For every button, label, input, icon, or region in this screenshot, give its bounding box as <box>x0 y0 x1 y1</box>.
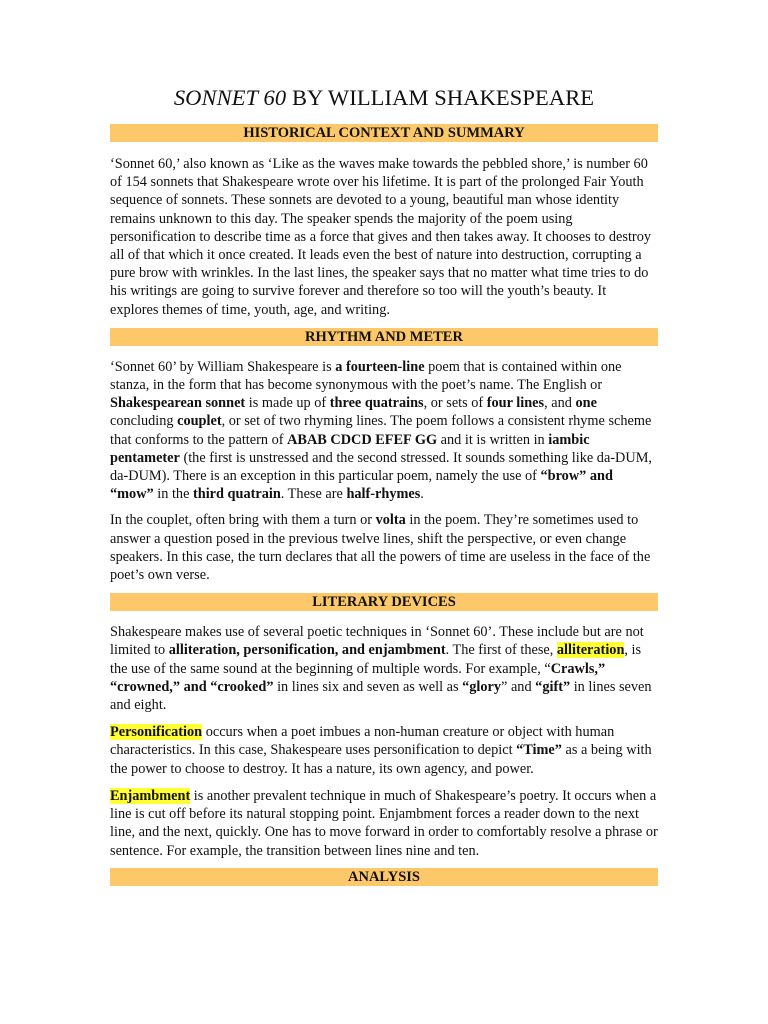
text-run: in the <box>153 486 193 503</box>
text-run: , and <box>544 395 576 412</box>
text-run: Shakespeare makes use of several poetic techniques in ‘Sonnet 60’. These include but are not limited to <box>110 624 644 659</box>
section-heading-literary-devices: LITERARY DEVICES <box>110 593 658 611</box>
volta-paragraph <box>110 511 658 584</box>
bold-term: alliteration, personification, and enjambment <box>168 642 446 659</box>
text-run: ” and <box>501 678 536 695</box>
bold-term: Crawls,” “crowned,” and “crooked” <box>110 660 606 695</box>
text-run: . <box>420 486 424 503</box>
highlighted-term: Personification <box>110 724 203 741</box>
bold-term: iambic pentameter <box>110 431 590 466</box>
bold-term: three quatrains <box>329 395 424 412</box>
personification-paragraph <box>110 723 658 778</box>
text-run: . The first of these, <box>445 642 557 659</box>
bold-term: third quatrain <box>193 486 281 503</box>
text-run: poem that is contained within one stanza, in the form that has become synonymous with the poet’s name. The English or <box>110 358 622 394</box>
title-rest: BY WILLIAM SHAKESPEARE <box>286 85 595 110</box>
bold-term: couplet <box>177 413 222 430</box>
text-run: (the first is unstressed and the second stressed. It sounds something like da-DUM, da-DUM). There is an exception in this particular poem, namely the use of <box>110 449 652 485</box>
bold-term: “glory <box>462 678 502 695</box>
devices-intro-paragraph <box>110 623 658 714</box>
text-run: concluding <box>110 413 178 430</box>
text-run: in lines seven and eight. <box>110 678 652 714</box>
text-run: as a being with the power to choose to destroy. It has a nature, its own agency, and power. <box>110 742 652 777</box>
document-page <box>110 84 658 886</box>
highlighted-term: Enjambment <box>110 787 191 804</box>
bold-term: Shakespearean sonnet <box>110 395 246 412</box>
bold-term: ABAB CDCD EFEF GG <box>287 431 438 448</box>
bold-term: “brow” and “mow” <box>110 468 613 503</box>
text-run: and it is written in <box>437 431 549 448</box>
section-heading-rhythm-meter: RHYTHM AND METER <box>110 328 658 346</box>
text-run: is another prevalent technique in much of Shakespeare’s poetry. It occurs when a line is cut off before its natural stopping point. Enjambment forces a reader down to the next line, and the next, quickly. One has to move forward in order to comfortably resolve a phrase or sentence. For example, the transition between lines nine and ten. <box>110 787 658 859</box>
section-heading-analysis: ANALYSIS <box>110 868 658 886</box>
bold-term: half-rhymes <box>346 486 421 503</box>
bold-term: volta <box>375 512 406 529</box>
highlighted-term: alliteration <box>556 642 625 659</box>
bold-term: “gift” <box>535 678 571 695</box>
page-title <box>110 84 658 112</box>
text-run: ‘Sonnet 60’ by William Shakespeare is <box>110 358 336 375</box>
bold-term: four lines <box>486 395 545 412</box>
text-run: . These are <box>280 486 347 503</box>
text-run: in the poem. They’re sometimes used to answer a question posed in the previous twelve lines, shift the perspective, or even change speakers. In this case, the turn declares that all the powers of time are useless in the face of the poet’s own verse. <box>110 512 651 584</box>
enjambment-paragraph <box>110 787 658 860</box>
section-heading-historical-context: HISTORICAL CONTEXT AND SUMMARY <box>110 124 658 142</box>
text-run: , or set of two rhyming lines. The poem follows a consistent rhyme scheme that conforms to the pattern of <box>110 413 652 448</box>
summary-paragraph <box>110 155 658 319</box>
bold-term: one <box>575 395 597 412</box>
text-run: is made up of <box>245 395 330 412</box>
rhythm-paragraph <box>110 358 658 504</box>
text-run: ‘Sonnet 60,’ also known as ‘Like as the waves make towards the pebbled shore,’ is number 60 of 154 sonnets that Shakespeare wrote over his lifetime. It is part of the prolonged Fair Youth sequence of sonnets. These sonnets are devoted to a young, beautiful man whose identity remains unknown to this day. The speaker spends the majority of the poem using personification to describe time as a force that gives and then takes away. It chooses to destroy all of that which it once created. It leads even the best of nature into destruction, corrupting a pure brow with wrinkles. In the last lines, the speaker says that no matter what time tries to do his writings are going to survive forever and therefore so too will the youth’s beauty. It explores themes of time, youth, age, and writing. <box>110 156 651 318</box>
text-run: , is the use of the same sound at the beginning of multiple words. For example, “ <box>110 642 642 677</box>
title-italic: SONNET 60 <box>173 85 287 110</box>
text-run: In the couplet, often bring with them a turn or <box>110 512 376 529</box>
bold-term: “Time” <box>516 742 562 759</box>
text-run: occurs when a poet imbues a non-human creature or object with human characteristics. In this case, Shakespeare uses personification to depict <box>110 724 615 759</box>
text-run: , or sets of <box>423 395 487 412</box>
bold-term: a fourteen-line <box>335 358 425 375</box>
text-run: in lines six and seven as well as <box>273 678 463 695</box>
